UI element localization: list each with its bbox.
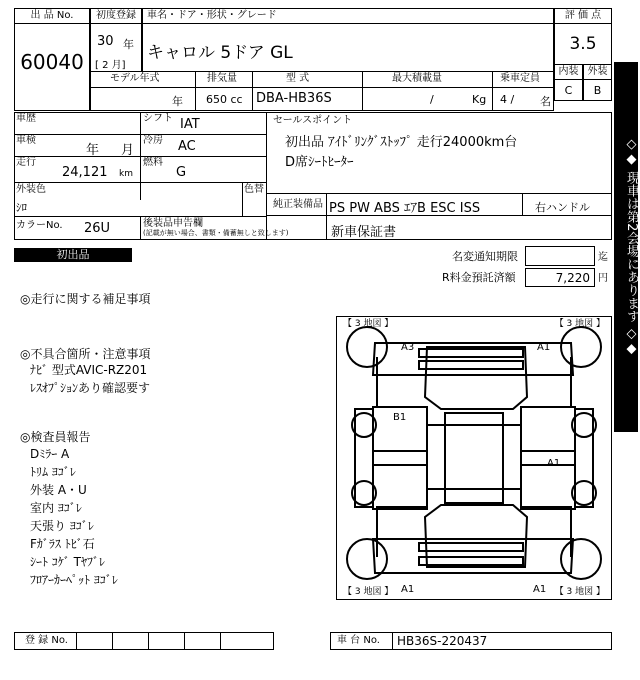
reg-no-row	[14, 632, 274, 650]
shift: IAT	[180, 117, 200, 132]
inspection-year: 年	[86, 143, 100, 158]
score: 3.5	[569, 34, 597, 54]
inspector-line-7: ｼｰﾄ ｺｹﾞ Tﾔﾌﾞﾚ	[30, 555, 105, 569]
lot-no: 60040	[20, 50, 84, 74]
equipment-row	[266, 193, 612, 216]
damage-mark-a1-bottom-right: A1	[533, 584, 547, 595]
load-label: 最大積載量	[392, 73, 442, 84]
car-name-label: 車名・ドア・形状・グレード	[147, 10, 277, 21]
exterior-grade: B	[593, 84, 602, 97]
reg-no-label: 登 録 No.	[25, 635, 68, 646]
corner-top-left: 【 3 地図 】	[343, 319, 394, 329]
color-change-label: 色替	[244, 184, 264, 195]
inspector-line-2: ﾄﾘﾑ ﾖｺﾞﾚ	[30, 465, 76, 479]
side-banner: ◇◆ 現車は第2会場にあります ◇◆	[614, 62, 638, 432]
fuel: G	[176, 165, 187, 180]
car-name-header	[142, 8, 554, 24]
recycle-box	[525, 268, 595, 287]
inspector-line-3: 外装 A・U	[30, 483, 87, 497]
recycle-label: R料金預託済額	[442, 271, 516, 284]
car-name: キャロル 5ドア GL	[147, 43, 293, 63]
ext-color-label: 外装色	[16, 184, 46, 195]
damage-mark-a1-bottom-left: A1	[401, 584, 415, 595]
inspector-title: ◎検査員報告	[20, 430, 91, 444]
notice-label: 名変通知期限	[452, 250, 518, 263]
equipment-label: 純正装備品	[273, 199, 323, 210]
score-header	[554, 8, 612, 24]
car-diagram-drawing	[337, 317, 611, 599]
handle-side: 右ハンドル	[535, 201, 590, 214]
capacity-unit: 名	[540, 95, 551, 108]
defect-title: ◎不具合箇所・注意事項	[20, 347, 151, 361]
inspector-line-8: ﾌﾛｱｰｶｰﾍﾟｯﾄ ﾖｺﾞﾚ	[30, 573, 118, 587]
inspection-month: 月	[121, 143, 135, 158]
capacity-label: 乗車定員	[500, 73, 540, 84]
chassis-label: 車 台 No.	[337, 635, 380, 646]
exterior-label: 外装	[587, 66, 608, 77]
fuel-label: 燃料	[143, 157, 163, 168]
model-year-label: モデル年式	[110, 73, 160, 84]
recycle-unit: 円	[598, 273, 608, 284]
supplement-title: ◎走行に関する補足事項	[20, 292, 151, 306]
corner-bottom-right: 【 3 地図 】	[554, 587, 605, 597]
shift-label: シフト	[143, 113, 173, 124]
mileage-label: 走行	[16, 157, 36, 168]
interior-header	[554, 64, 583, 80]
displacement-label: 排気量	[207, 73, 237, 84]
damage-mark-a1-top: A1	[537, 342, 551, 353]
car-name-box	[142, 23, 554, 72]
model-year-unit: 年	[172, 95, 183, 108]
load-unit: Kg	[472, 93, 487, 106]
damage-mark-a3: A3	[401, 342, 415, 353]
ac-label: 冷房	[143, 135, 163, 146]
first-reg-header	[90, 8, 142, 24]
sales-point-box	[266, 112, 612, 194]
sales-line-2: D席ｼｰﾄﾋｰﾀｰ	[285, 155, 354, 170]
inspector-line-6: Fｶﾞﾗｽ ﾄﾋﾞ石	[30, 537, 95, 551]
load-value: /	[430, 93, 434, 106]
recycle-value: 7,220	[555, 271, 590, 285]
exterior-header	[583, 64, 612, 80]
chassis-row	[330, 632, 612, 650]
first-reg-year: 30	[97, 34, 114, 49]
notice-mark: 迄	[598, 252, 608, 263]
interior-grade: C	[564, 84, 573, 97]
post-parts-label: 後装品申告欄	[143, 218, 203, 229]
first-reg-label: 初度登録	[96, 10, 136, 21]
year-unit: 年	[123, 38, 134, 51]
lot-no-header	[14, 8, 90, 24]
ac: AC	[178, 139, 196, 154]
color-no: 26U	[84, 221, 111, 236]
lot-no-label: 出 品 No.	[30, 10, 74, 21]
ext-color: ｼﾛ	[16, 201, 27, 214]
chassis-no: HB36S-220437	[397, 634, 488, 648]
inspector-line-4: 室内 ﾖｺﾞﾚ	[30, 501, 82, 515]
warranty: 新車保証書	[331, 225, 397, 240]
score-box	[554, 23, 612, 65]
post-parts-note: (記載が無い場合、書類・備蓄無しと致します)	[143, 229, 289, 237]
mileage-unit: km	[119, 169, 133, 179]
interior-grade-box	[554, 79, 583, 101]
first-reg-month: [ 2 月]	[95, 60, 126, 71]
corner-top-right: 【 3 地図 】	[554, 319, 605, 329]
inspector-line-1: Dﾐﾗｰ A	[30, 447, 70, 461]
color-no-label: カラーNo.	[16, 220, 63, 231]
damage-mark-b1: B1	[393, 412, 407, 423]
notice-box	[525, 246, 595, 266]
displacement: 650 cc	[206, 93, 243, 106]
warranty-row	[266, 215, 612, 240]
inspector-line-5: 天張り ﾖｺﾞﾚ	[30, 519, 94, 533]
exterior-grade-box	[583, 79, 612, 101]
interior-label: 内装	[558, 66, 579, 77]
car-diagram	[336, 316, 612, 600]
defect-line-1: ﾅﾋﾞ 型式AVIC-RZ201	[30, 363, 148, 377]
model: DBA-HB36S	[256, 91, 332, 106]
model-label: 型 式	[286, 73, 310, 84]
damage-mark-a1-right: A1	[547, 458, 561, 469]
sales-point-label: セールスポイント	[273, 115, 353, 126]
equipment-items: PS PW ABS ｴｱB ESC ISS	[329, 201, 481, 216]
inspection-label: 車検	[16, 135, 36, 146]
first-listing-tag: 初出品	[14, 248, 132, 262]
capacity: 4 /	[500, 93, 515, 106]
lot-no-box	[14, 23, 90, 111]
corner-bottom-left: 【 3 地図 】	[343, 587, 394, 597]
score-label: 評 価 点	[564, 10, 602, 21]
history-label: 車歴	[16, 113, 36, 124]
first-reg-box	[90, 23, 142, 72]
defect-line-2: ﾚｽｵﾌﾟｼｮﾝあり確認要す	[30, 381, 151, 395]
sales-line-1: 初出品 ｱｲﾄﾞﾘﾝｸﾞｽﾄｯﾌﾟ 走行24000km台	[285, 135, 518, 150]
mileage: 24,121	[62, 165, 108, 180]
